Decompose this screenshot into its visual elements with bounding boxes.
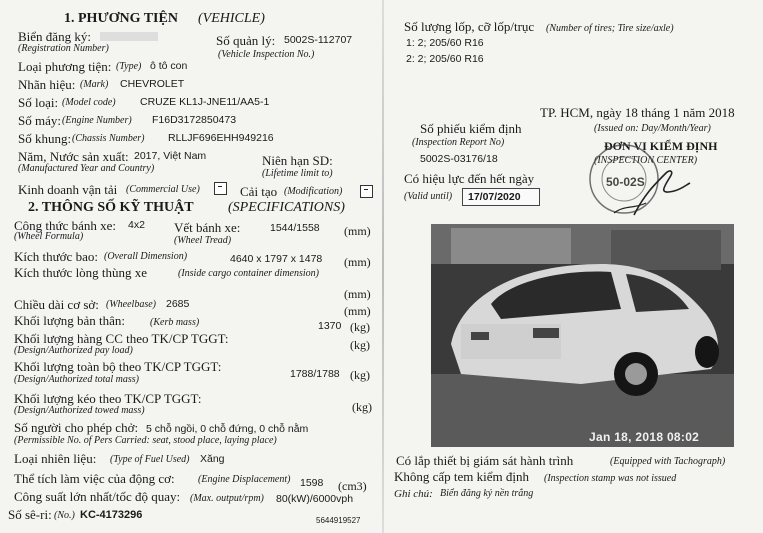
dimension-label-en: (Overall Dimension) [104, 251, 188, 262]
displacement-value: 1598 [300, 477, 324, 489]
issue-date-en: (Issued on: Day/Month/Year) [594, 123, 711, 134]
center-label: ĐƠN VỊ KIỂM ĐỊNH [604, 139, 718, 153]
tread-unit: (mm) [344, 224, 371, 238]
dimension-unit: (mm) [344, 255, 371, 269]
reg-label-en: (Registration Number) [18, 43, 109, 54]
valid-value: 17/07/2020 [468, 191, 521, 203]
total-mass-label-en: (Design/Authorized total mass) [14, 374, 139, 385]
kerb-label-en: (Kerb mass) [150, 317, 200, 328]
tread-label: Vết bánh xe: [174, 220, 241, 235]
tread-label-en: (Wheel Tread) [174, 235, 232, 246]
tachograph-label-en: (Equipped with Tachograph) [610, 456, 726, 467]
output-label: Công suất lớn nhất/tốc độ quay: [14, 489, 181, 504]
serial-label: Số sê-ri: [8, 507, 52, 522]
wheelbase-value: 2685 [166, 298, 190, 310]
lifetime-label: Niên hạn SD: [262, 153, 333, 168]
year-label: Năm, Nước sản xuất: [18, 149, 129, 164]
towed-mass-label-en: (Design/Authorized towed mass) [14, 405, 145, 416]
wheel-formula-label-en: (Wheel Formula) [14, 231, 84, 242]
redacted-reg-value [100, 32, 158, 41]
modification-label: Cải tạo [240, 184, 278, 199]
fuel-value: Xăng [200, 453, 225, 465]
total-mass-value: 1788/1788 [290, 368, 340, 380]
chassis-label: Số khung: [18, 131, 72, 146]
commercial-label: Kinh doanh vận tải [18, 182, 118, 197]
mark-label-en: (Mark) [80, 79, 109, 90]
model-value: CRUZE KL1J-JNE11/AA5-1 [140, 96, 270, 108]
persons-label: Số người cho phép chở: [14, 420, 139, 435]
kerb-label: Khối lượng bản thân: [14, 313, 126, 328]
wheelbase-label-en: (Wheelbase) [106, 299, 156, 310]
commercial-label-en: (Commercial Use) [126, 184, 200, 195]
tires-label: Số lượng lốp, cỡ lốp/trục [404, 19, 535, 34]
mark-label: Nhãn hiệu: [18, 77, 76, 92]
towed-mass-unit: (kg) [352, 400, 372, 414]
payload-label-en: (Design/Authorized pay load) [14, 345, 133, 356]
year-value: 2017, Việt Nam [134, 150, 207, 162]
wheel-formula-value: 4x2 [128, 219, 145, 231]
kerb-unit: (kg) [350, 320, 370, 334]
type-label: Loại phương tiện: [18, 59, 112, 74]
model-label: Số loại: [18, 95, 59, 110]
photo-timestamp: Jan 18, 2018 08:02 [589, 430, 700, 444]
towed-mass-label: Khối lượng kéo theo TK/CP TGGT: [14, 391, 202, 406]
issue-date: TP. HCM, ngày 18 tháng 1 năm 2018 [540, 105, 735, 120]
output-label-en: (Max. output/rpm) [190, 493, 264, 504]
displacement-label-en: (Engine Displacement) [198, 474, 291, 485]
dimension-value: 4640 x 1797 x 1478 [230, 253, 323, 265]
page-fold-divider [382, 0, 384, 533]
lifetime-label-en: (Lifetime limit to) [262, 168, 333, 179]
tread-value: 1544/1558 [270, 222, 320, 234]
type-label-en: (Type) [116, 61, 142, 72]
displacement-label: Thể tích làm việc của động cơ: [14, 471, 175, 486]
report-value: 5002S-03176/18 [420, 153, 498, 165]
engine-label-en: (Engine Number) [62, 115, 132, 126]
persons-label-en: (Permissible No. of Pers Carried: seat, stood place, laying place) [14, 435, 277, 446]
year-label-en: (Manufactured Year and Country) [18, 163, 155, 174]
total-mass-unit: (kg) [350, 368, 370, 382]
wheelbase-label: Chiều dài cơ sở: [14, 297, 99, 312]
tire-axle-1: 1: 2; 205/60 R16 [406, 37, 484, 49]
section1-heading-en: (VEHICLE) [198, 11, 265, 26]
engine-label: Số máy: [18, 113, 61, 128]
serial-value: KC-4173296 [80, 509, 143, 521]
report-label-en: (Inspection Report No) [412, 137, 505, 148]
tires-label-en: (Number of tires; Tire size/axle) [546, 23, 674, 34]
report-label: Số phiếu kiểm định [420, 121, 522, 136]
footer-code: 5644919527 [316, 516, 361, 525]
mgmt-label: Số quản lý: [216, 33, 276, 48]
displacement-unit: (cm3) [338, 479, 367, 493]
no-stamp-label-en: (Inspection stamp was not issued [544, 473, 677, 484]
tachograph-label: Có lắp thiết bị giám sát hành trình [396, 453, 574, 468]
engine-value: F16D3172850473 [152, 114, 237, 126]
section2-heading: 2. THÔNG SỐ KỸ THUẬT [28, 200, 194, 215]
payload-unit: (kg) [350, 338, 370, 352]
section2-heading-en: (SPECIFICATIONS) [228, 200, 345, 215]
model-label-en: (Model code) [62, 97, 116, 108]
center-label-en: (INSPECTION CENTER) [594, 155, 698, 166]
modification-label-en: (Modification) [284, 186, 343, 197]
type-value: ô tô con [150, 60, 188, 72]
stamp-code: 50-02S [606, 175, 645, 189]
valid-label-en: (Valid until) [404, 191, 453, 202]
fuel-label: Loại nhiên liệu: [14, 451, 97, 466]
mgmt-value: 5002S-112707 [284, 34, 353, 46]
kerb-value: 1370 [318, 320, 342, 332]
commercial-checkbox [214, 182, 227, 195]
cargo-label-en: (Inside cargo container dimension) [178, 268, 319, 279]
dimension-label: Kích thước bao: [14, 249, 98, 264]
mark-value: CHEVROLET [120, 78, 185, 90]
reg-label: Biển đăng ký: [18, 29, 91, 44]
valid-label: Có hiệu lực đến hết ngày [404, 171, 535, 186]
cargo-unit: (mm) [344, 287, 371, 301]
no-stamp-label: Không cấp tem kiểm định [394, 469, 530, 484]
output-value: 80(kW)/6000vph [276, 493, 354, 505]
total-mass-label: Khối lượng toàn bộ theo TK/CP TGGT: [14, 359, 222, 374]
persons-value: 5 chỗ ngồi, 0 chỗ đứng, 0 chỗ nằm [146, 423, 309, 435]
section1-heading: 1. PHƯƠNG TIỆN [64, 11, 178, 26]
modification-checkbox [360, 185, 373, 198]
chassis-label-en: (Chassis Number) [72, 133, 145, 144]
payload-label: Khối lượng hàng CC theo TK/CP TGGT: [14, 331, 229, 346]
note-label: Ghi chú: [394, 488, 433, 500]
wheelbase-unit: (mm) [344, 304, 371, 318]
mgmt-label-en: (Vehicle Inspection No.) [218, 49, 315, 60]
wheel-formula-label: Công thức bánh xe: [14, 218, 117, 233]
serial-label-en: (No.) [54, 510, 75, 521]
note-value: Biển đăng ký nền trắng [440, 488, 534, 499]
cargo-label: Kích thước lòng thùng xe [14, 265, 148, 280]
tire-axle-2: 2: 2; 205/60 R16 [406, 53, 484, 65]
chassis-value: RLLJF696EHH949216 [168, 132, 274, 144]
vehicle-photo [431, 224, 734, 447]
fuel-label-en: (Type of Fuel Used) [110, 454, 190, 465]
